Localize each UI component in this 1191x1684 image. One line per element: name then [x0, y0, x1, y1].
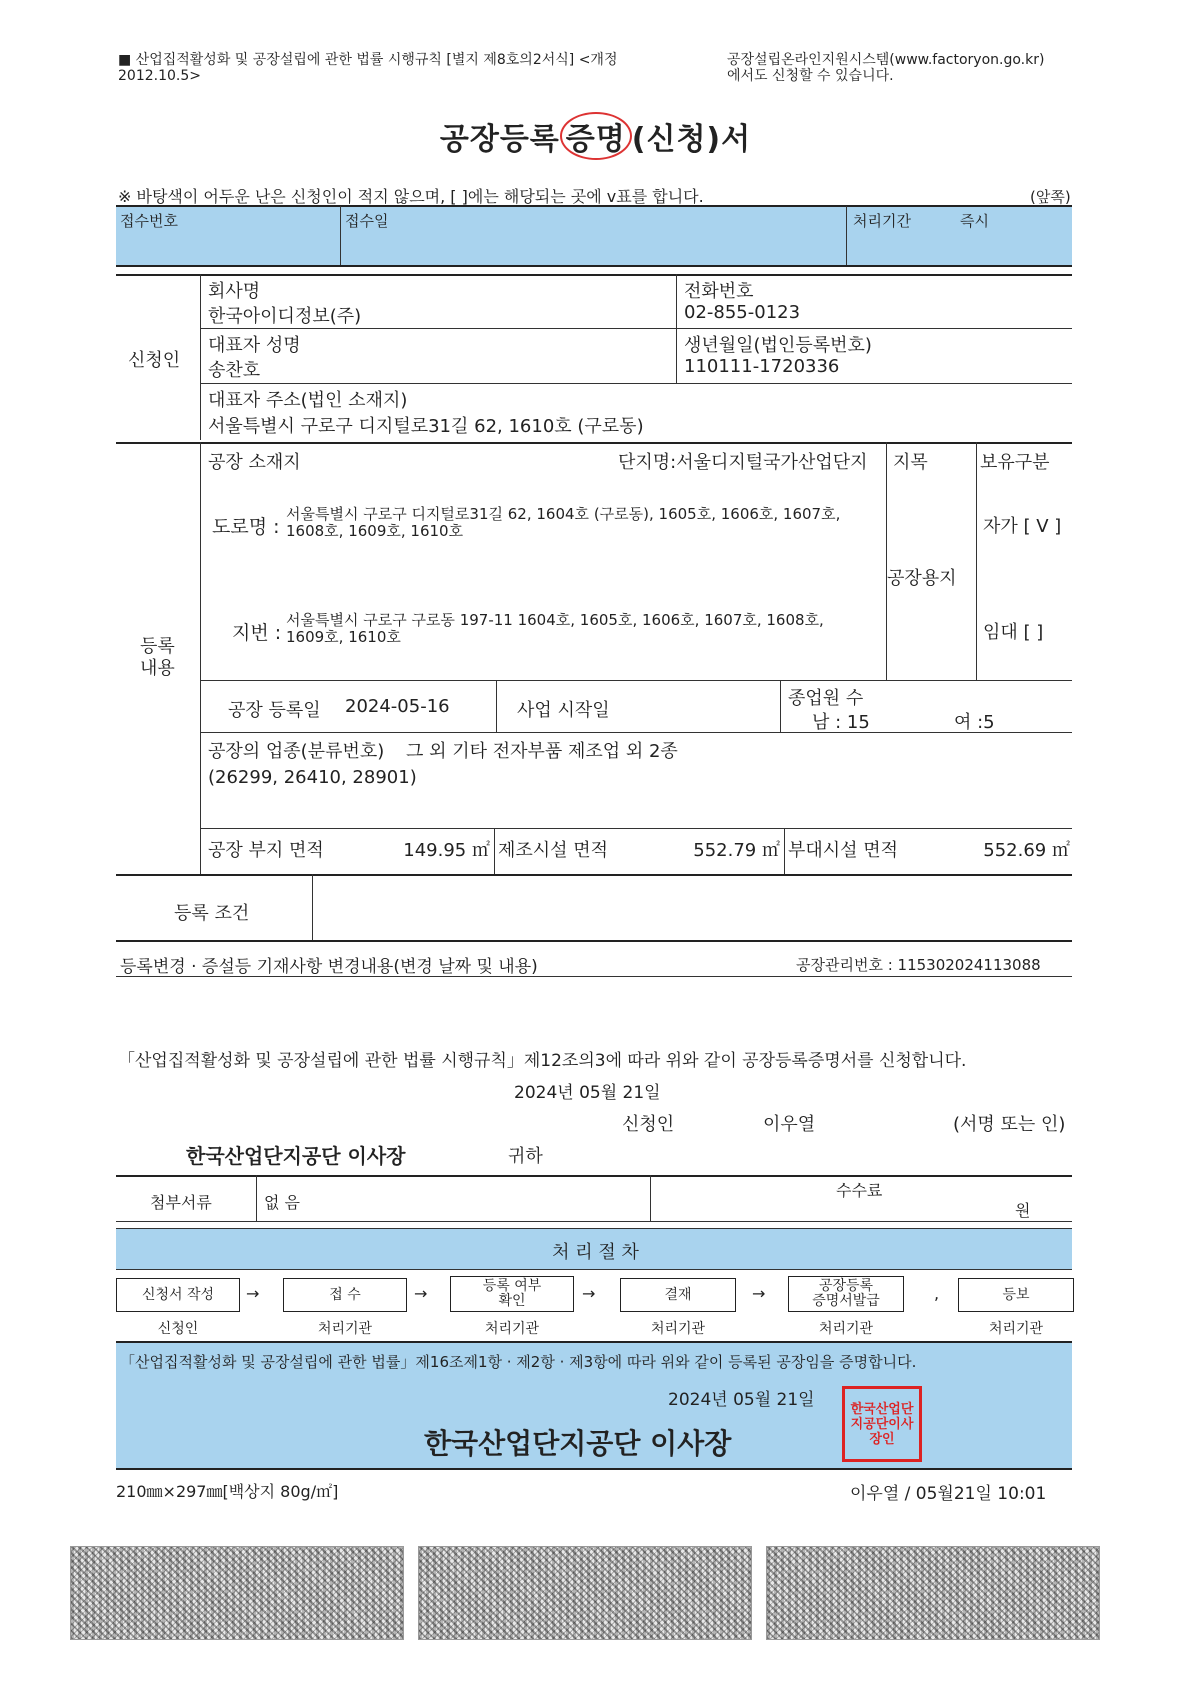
- step-box-1: 신청서 작성: [116, 1278, 240, 1312]
- aux-area-value: 552.69 ㎡: [983, 840, 1070, 861]
- phone-value: 02-855-0123: [684, 302, 801, 323]
- step-arrow-1: →: [246, 1284, 260, 1303]
- certify-issuer: 한국산업단지공단 이사장: [424, 1427, 732, 1460]
- receipt-date-label: 접수일: [345, 212, 389, 230]
- factory-mgmt-no: 공장관리번호 : 115302024113088: [796, 956, 1041, 974]
- condition-label: 등록 조건: [174, 903, 250, 924]
- step-box-5: 공장등록 증명서발급: [788, 1276, 904, 1312]
- own-lease: 임대 [ ]: [983, 622, 1044, 643]
- jimok-value: 공장용지: [887, 568, 957, 589]
- female-count: 여 :5: [954, 712, 995, 733]
- industry-value: 그 외 기타 전자부품 제조업 외 2종: [406, 741, 678, 762]
- certify-text: 「산업집적활성화 및 공장설립에 관한 법률」제16조제1항 · 제2항 · 제3항에 따라 위와 같이 등록된 공장임을 증명합니다.: [120, 1353, 917, 1371]
- step-who-5: 처리기관: [818, 1321, 874, 1337]
- page-title: 공장등록 증명 (신청)서: [0, 112, 1191, 160]
- recipient: 한국산업단지공단 이사장: [186, 1144, 406, 1168]
- step-who-3: 처리기관: [484, 1321, 540, 1337]
- own-self: 자가 [ V ]: [983, 516, 1062, 537]
- mfg-area-value: 552.79 ㎡: [693, 840, 780, 861]
- step-box-3: 등록 여부 확인: [450, 1276, 574, 1312]
- step-who-6: 처리기관: [988, 1321, 1044, 1337]
- mfg-area-label: 제조시설 면적: [498, 840, 609, 861]
- jibun-label: 지번 :: [232, 622, 282, 644]
- start-date-label: 사업 시작일: [517, 700, 610, 721]
- step-arrow-3: →: [582, 1284, 596, 1303]
- paper-spec: 210㎜×297㎜[백상지 80g/㎡]: [116, 1482, 339, 1501]
- step-box-6: 등보: [958, 1278, 1074, 1312]
- industry-label: 공장의 업종(분류번호): [208, 741, 385, 762]
- step-arrow-4: →: [752, 1284, 766, 1303]
- jibun-address: 서울특별시 구로구 구로동 197-11 1604호, 1605호, 1606호, 1607호, 1608호, 1609호, 1610호: [286, 611, 824, 646]
- period-value: 즉시: [960, 212, 989, 230]
- security-barcode-3: [766, 1546, 1100, 1640]
- declaration-text: 「산업집적활성화 및 공장설립에 관한 법률 시행규칙」제12조의3에 따라 위와 같이 공장등록증명서를 신청합니다.: [118, 1051, 967, 1071]
- birth-value: 110111-1720336: [684, 356, 840, 377]
- reg-date-value: 2024-05-16: [345, 696, 450, 717]
- jimok-label: 지목: [893, 452, 928, 473]
- step-arrow-2: →: [414, 1284, 428, 1303]
- page-side: (앞쪽): [1030, 188, 1071, 206]
- step-sep: ,: [934, 1284, 940, 1303]
- security-barcode-2: [418, 1546, 752, 1640]
- location-label: 공장 소재지: [208, 452, 301, 473]
- receipt-no-label: 접수번호: [120, 212, 178, 230]
- step-who-4: 처리기관: [650, 1321, 706, 1337]
- applicant-sign-label: 신청인: [622, 1114, 675, 1135]
- applicant-section-label: 신청인: [128, 350, 181, 371]
- male-count: 남 : 15: [812, 712, 870, 733]
- period-label: 처리기간: [853, 212, 911, 230]
- rep-value: 송찬호: [208, 360, 261, 381]
- sign-note: (서명 또는 인): [953, 1114, 1066, 1135]
- employees-label: 종업원 수: [788, 688, 864, 709]
- site-area-label: 공장 부지 면적: [208, 840, 324, 861]
- recipient-suffix: 귀하: [508, 1146, 543, 1167]
- road-address: 서울특별시 구로구 디지털로31길 62, 1604호 (구로동), 1605호, 1606호, 1607호, 1608호, 1609호, 1610호: [286, 505, 841, 540]
- receipt-row: [116, 206, 1072, 265]
- instruction-text: ※ 바탕색이 어두운 난은 신청인이 적지 않으며, [ ]에는 해당되는 곳에 v표를 합니다.: [118, 187, 704, 206]
- rep-label: 대표자 성명: [208, 335, 301, 356]
- aux-area-label: 부대시설 면적: [788, 840, 899, 861]
- attach-label: 첨부서류: [150, 1193, 212, 1212]
- registration-section-label: 등록 내용: [140, 636, 175, 679]
- company-label: 회사명: [208, 281, 261, 302]
- title-circled: 증명: [560, 112, 632, 160]
- procedure-title: 처 리 절 차: [552, 1242, 639, 1263]
- industry-codes: (26299, 26410, 28901): [208, 767, 417, 788]
- certify-date: 2024년 05월 21일: [668, 1390, 815, 1410]
- step-who-2: 처리기관: [317, 1321, 373, 1337]
- road-label: 도로명 :: [212, 516, 280, 538]
- applicant-sign-name: 이우열: [763, 1114, 816, 1135]
- issued-info: 이우열 / 05월21일 10:01: [850, 1484, 1047, 1504]
- phone-label: 전화번호: [684, 281, 754, 302]
- reg-date-label: 공장 등록일: [228, 700, 321, 721]
- attach-value: 없 음: [264, 1193, 300, 1212]
- fee-label: 수수료: [836, 1181, 883, 1200]
- site-area-value: 149.95 ㎡: [403, 840, 490, 861]
- online-note: 공장설립온라인지원시스템(www.factoryon.go.kr) 에서도 신청할 수 있습니다.: [727, 52, 1045, 84]
- ownership-label: 보유구분: [980, 452, 1050, 473]
- step-who-1: 신청인: [157, 1321, 199, 1337]
- birth-label: 생년월일(법인등록번호): [684, 335, 872, 356]
- fee-unit: 원: [1015, 1201, 1031, 1220]
- step-box-4: 결재: [620, 1278, 736, 1312]
- address-label: 대표자 주소(법인 소재지): [208, 390, 408, 411]
- official-seal: 한국산업단지공단이사장인: [842, 1386, 922, 1462]
- change-label: 등록변경 · 증설등 기재사항 변경내용(변경 날짜 및 내용): [120, 957, 538, 977]
- apply-date: 2024년 05월 21일: [514, 1083, 661, 1103]
- security-barcode-1: [70, 1546, 404, 1640]
- complex-name: 단지명:서울디지털국가산업단지: [618, 452, 868, 473]
- company-value: 한국아이디정보(주): [208, 306, 362, 327]
- form-reference: ■ 산업집적활성화 및 공장설립에 관한 법률 시행규칙 [별지 제8호의2서식] <개정 2012.10.5>: [118, 52, 618, 84]
- step-box-2: 접 수: [283, 1278, 407, 1312]
- address-value: 서울특별시 구로구 디지털로31길 62, 1610호 (구로동): [208, 416, 644, 437]
